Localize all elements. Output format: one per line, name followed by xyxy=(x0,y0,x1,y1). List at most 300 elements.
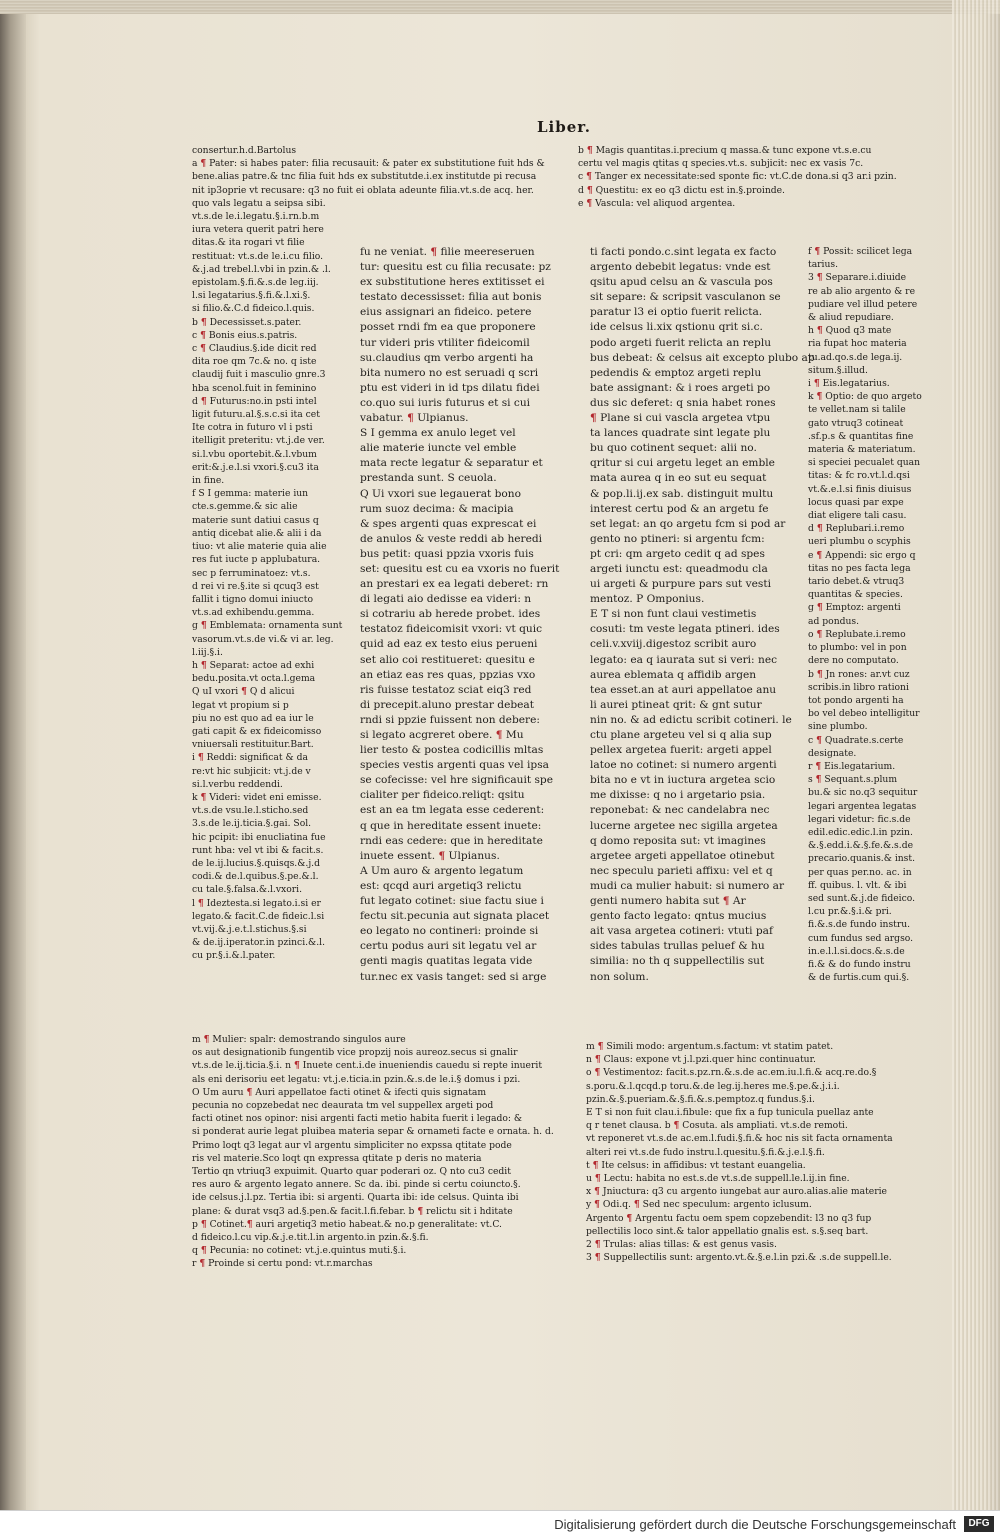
text-line: ta lances quadrate sint legate plu xyxy=(590,427,771,440)
text-line: consertur.h.d.Bartolus xyxy=(192,145,297,156)
text-line: q que in hereditate essent inuete: xyxy=(360,819,542,832)
text-line: legato: ea q iaurata sut si veri: nec xyxy=(590,653,778,666)
text-line: fut legato cotinet: siue factu siue i xyxy=(360,895,544,908)
text-line: co.quo sui iuris futurus et si cui xyxy=(360,396,531,409)
text-line: bus petit: quasi ppzia vxoris fuis xyxy=(360,547,534,560)
text-line: ria fupat hoc materia xyxy=(808,338,907,350)
text-line: k ¶ Videri: videt eni emisse. xyxy=(192,791,322,803)
text-line: pzin.&.§.pueriam.&.§.fi.&.s.pemptoz.q fundus.§.i. xyxy=(586,1093,815,1105)
paragraph-mark: ¶ xyxy=(592,1159,599,1171)
text-line: di precepit.aluno prestar debeat xyxy=(360,698,534,711)
text-line: si.l.vbu oportebit.&.l.vbum xyxy=(192,448,317,460)
paragraph-mark: ¶ xyxy=(246,1086,253,1098)
text-line: fu ne veniat. ¶ filie meereseruen xyxy=(360,246,535,258)
text-line: tarius. xyxy=(808,259,839,271)
paragraph-mark: ¶ xyxy=(816,325,823,337)
text-line: hic pcipit: ibi enucliatina fue xyxy=(192,831,326,843)
text-line: in fine. xyxy=(192,475,225,487)
paragraph-mark: ¶ xyxy=(815,760,822,772)
text-line: bedu.posita.vt octa.l.gema xyxy=(192,673,316,685)
text-line: set: quesitu est cu ea vxoris no fuerit xyxy=(360,562,560,575)
text-line: titas: & fc ro.vt.l.d.qsi xyxy=(808,470,910,482)
text-line: legato.& facit.C.de fideic.l.si xyxy=(192,910,325,922)
text-line: ueri plumbu o scyphis xyxy=(808,536,911,548)
text-line: cialiter per fideico.reliqt: qsitu xyxy=(360,789,525,802)
funding-credit: Digitalisierung gefördert durch die Deutsche Forschungsgemeinschaft xyxy=(554,1517,956,1532)
text-line: est: qcqd auri argetiq3 relictu xyxy=(360,879,522,892)
text-line: s ¶ Sequant.s.plum xyxy=(808,774,898,786)
text-line: de anulos & veste reddi ab heredi xyxy=(360,532,543,545)
text-line: mentoz. P Omponius. xyxy=(590,593,705,606)
text-line: vasorum.vt.s.de vi.& vi ar. leg. xyxy=(192,633,334,645)
paragraph-mark: ¶ xyxy=(816,391,823,403)
text-line: tario debet.& vtruq3 xyxy=(808,576,905,588)
text-line: re:vt hic subjicit: vt.j.de v xyxy=(192,765,311,777)
text-line: u ¶ Lectu: habita no est.s.de vt.s.de suppell.le.l.ij.in fine. xyxy=(586,1173,850,1185)
text-line: fi.&.s.de fundo instru. xyxy=(808,919,911,931)
text-line: certu podus auri sit legatu vel ar xyxy=(360,940,537,953)
book-gutter xyxy=(0,0,26,1510)
paragraph-mark: ¶ xyxy=(417,1205,424,1217)
text-line: celi.v.xviij.digestoz scribit auro xyxy=(590,638,757,651)
text-line: locus quasi par expe xyxy=(808,496,904,508)
text-line: nec speculu parieti affixu: vel et q xyxy=(590,864,773,877)
text-line: & spes argenti quas exprescat ei xyxy=(360,517,537,530)
text-line: bus debeat: & celsus ait excepto plubo ap xyxy=(590,351,815,364)
text-line: alteri rei vt.s.de fudo instru.l.quesitu.§.fi.&.j.e.l.§.fi. xyxy=(586,1146,825,1158)
text-line: &.§.edd.i.&.§.fe.&.s.de xyxy=(808,840,914,852)
text-line: si filio.&.C.d fideico.l.quis. xyxy=(192,303,315,315)
text-line: argetee argeti appellatoe otinebut xyxy=(590,849,775,862)
text-line: titas no pes facta lega xyxy=(808,562,911,574)
text-line: li aurei ptineat qrit: & gnt sutur xyxy=(590,698,762,711)
text-line: se cofecisse: vel hre significauit spe xyxy=(360,774,553,787)
text-line: si ponderat aurie legat pluibea materia separ & ornameti facte e ornata. h. d. xyxy=(192,1126,554,1138)
text-line: ti facti pondo.c.sint legata ex facto xyxy=(590,246,777,258)
paragraph-mark: ¶ xyxy=(673,1120,680,1132)
text-line: bene.alias patre.& tnc filia fuit hds ex substitutde.i.ex institutde pi recusa xyxy=(192,171,537,183)
text-line: genti numero habita sut ¶ Ar xyxy=(590,895,746,908)
paragraph-mark: ¶ xyxy=(586,171,592,183)
text-line: designate. xyxy=(808,747,857,759)
text-line: materia & materiatum. xyxy=(808,444,916,456)
text-line: to plumbo: vel in pon xyxy=(808,642,907,654)
text-line: d rei vi re.§.ite si qcuq3 est xyxy=(192,580,319,592)
text-line: vabatur. ¶ Ulpianus. xyxy=(360,412,469,425)
text-line: m ¶ Simili modo: argentum.s.factum: vt statim patet. xyxy=(586,1041,834,1052)
paragraph-mark: ¶ xyxy=(197,897,204,909)
text-line: os aut designationib fungentib vice propzij nois aureoz.secus si gnalir xyxy=(192,1047,518,1059)
text-line: bo vel debeo intelligitur xyxy=(808,708,920,720)
text-line: vt.s.de le.ij.ticia.§.i. n ¶ Inuete cent.i.de inueniendis cauedu si repte inuerit xyxy=(192,1060,543,1072)
text-line: pellex argetea fuerit: argeti appel xyxy=(590,744,772,757)
text-line: podo argeti fuerit relicta an replu xyxy=(590,336,772,349)
text-line: vniuersali restituitur.Bart. xyxy=(192,739,314,751)
text-line: cte.s.gemme.& sic alie xyxy=(192,501,298,513)
text-line: interest certu pod & an argetu fe xyxy=(590,502,769,515)
text-line: 3 ¶ Separare.i.diuide xyxy=(808,272,907,284)
text-line: vt.s.de le.i.legatu.§.i.rn.b.m xyxy=(192,211,320,223)
text-line: paratur l3 ei optio fuerit relicta. xyxy=(590,306,763,319)
text-line: gati capit & ex fideicomisso xyxy=(192,725,322,737)
text-line: vt.s.ad exhibendu.gemma. xyxy=(192,607,315,619)
text-line: sed sunt.&.j.de fideico. xyxy=(808,892,916,904)
paragraph-mark: ¶ xyxy=(200,620,207,632)
text-line: materie sunt datiui casus q xyxy=(192,514,319,526)
text-line: d ¶ Questitu: ex eo q3 dictu est in.§.proinde. xyxy=(578,184,785,196)
text-line: d ¶ Futurus:no.in psti intel xyxy=(192,395,317,407)
text-line: non solum. xyxy=(590,970,649,983)
text-line: eius assignari an fideico. petere xyxy=(360,306,532,319)
paragraph-mark: ¶ xyxy=(438,849,446,862)
paragraph-mark: ¶ xyxy=(200,316,207,328)
text-line: a ¶ Pater: si habes pater: filia recusauit: & pater ex substitutione fuit hds & xyxy=(192,158,545,170)
text-line: dere no computato. xyxy=(808,655,899,667)
text-line: species vestis argenti quas vel ipsa xyxy=(360,759,549,772)
text-line: 2 ¶ Trulas: alias tillas: & est genus vasis. xyxy=(586,1239,777,1251)
text-line: ¶ Plane si cui vascla argetea vtpu xyxy=(590,412,771,425)
text-line: bu quo cotinent sequet: alii no. xyxy=(590,442,757,455)
text-line: reponebat: & nec candelabra nec xyxy=(590,804,770,817)
text-line: de le.ij.lucius.§.quisqs.&.j.d xyxy=(192,857,320,869)
gloss-block-top-right xyxy=(578,144,938,244)
text-line: & de furtis.cum qui.§. xyxy=(808,972,910,984)
text-line: set legat: an qo argetu fcm si pod ar xyxy=(590,517,786,530)
text-line: l.cu pr.&.§.i.& pri. xyxy=(808,906,892,918)
dfg-logo: DFG xyxy=(964,1516,994,1532)
text-line: hba scenol.fuit in feminino xyxy=(192,382,317,394)
paragraph-mark: ¶ xyxy=(293,1060,300,1072)
text-line: pellectilis loco sint.& talor appellatio gnalis est. s.§.seq bart. xyxy=(586,1225,869,1237)
text-line: tur videri pris vtiliter fideicomil xyxy=(360,336,530,349)
text-line: Q Ui vxori sue legauerat bono xyxy=(360,487,522,500)
text-line: certu vel magis qtitas q species.vt.s. subjicit: nec ex vasis 7c. xyxy=(578,158,864,170)
text-line: m ¶ Mulier: spalr: demostrando singulos aure xyxy=(192,1034,406,1045)
text-line: cosuti: tm veste legata ptineri. ides xyxy=(590,623,780,636)
text-line: g ¶ Emptoz: argenti xyxy=(808,602,901,614)
text-line: itelligit preteritu: vt.j.de ver. xyxy=(192,435,325,447)
text-line: aurea eblemata q affidib argen xyxy=(590,668,757,681)
text-line: si legato acgreret obere. ¶ Mu xyxy=(360,729,524,741)
text-line: si.l.verbu reddendi. xyxy=(192,778,283,790)
text-line: i ¶ Reddi: significat & da xyxy=(192,752,308,764)
text-line: facti otinet nos opinor: nisi argenti facti metio habita fuerit i legado: & xyxy=(192,1113,523,1125)
text-line: sec p ferruminatoez: vt.s. xyxy=(192,567,311,579)
paragraph-mark: ¶ xyxy=(816,523,823,535)
text-line: &.j.ad trebel.l.vbi in pzin.& .l. xyxy=(192,263,331,275)
text-line: mata aurea q in eo sut eu sequat xyxy=(590,472,767,485)
paragraph-mark: ¶ xyxy=(816,602,823,614)
text-line: f ¶ Possit: scilicet lega xyxy=(808,246,913,257)
paragraph-mark: ¶ xyxy=(594,1239,601,1251)
text-line: e ¶ Vascula: vel aliquod argentea. xyxy=(578,197,736,209)
text-line: b ¶ Jn rones: ar.vt cuz xyxy=(808,668,910,680)
text-line: eo legato no contineri: proinde si xyxy=(360,925,539,938)
text-line: te vellet.nam si talile xyxy=(808,404,906,416)
main-text-column-1 xyxy=(360,245,560,1025)
text-line: rndi si ppzie fuissent non debere: xyxy=(360,713,540,726)
text-line: b ¶ Decessisset.s.pater. xyxy=(192,316,302,328)
text-line: mata recte legatur & separatur et xyxy=(360,457,543,470)
text-line: o ¶ Replubate.i.remo xyxy=(808,628,906,640)
footer-bar xyxy=(0,1510,1000,1538)
text-line: posset rndi fm ea que proponere xyxy=(360,321,536,334)
text-line: als eni derisoriu eet legatu: vt.j.e.ticia.in pzin.&.s.de le.i.§ domus i pzi. xyxy=(192,1073,521,1085)
text-line: f S I gemma: materie iun xyxy=(192,488,309,500)
text-line: 3 ¶ Suppellectilis sunt: argento.vt.&.§.e.l.in pzi.& .s.de suppell.le. xyxy=(586,1252,892,1264)
text-line: si cotrariu ab herede probet. ides xyxy=(360,608,541,621)
paragraph-mark: ¶ xyxy=(197,752,204,764)
text-line: vt.s.de vsu.le.l.sticho.sed xyxy=(192,805,309,817)
gloss-block-bottom-left xyxy=(192,1033,557,1298)
text-line: tot pondo argenti ha xyxy=(808,694,904,706)
text-line: situm.§.illud. xyxy=(808,364,868,376)
text-line: ligit futuru.al.§.s.c.si ita cet xyxy=(192,409,320,421)
text-line: .sf.p.s & quantitas fine xyxy=(808,430,914,442)
text-line: dus sic deferet: q snia habet rones xyxy=(590,396,776,409)
text-line: edil.edic.edic.l.in pzin. xyxy=(808,826,913,838)
paragraph-mark: ¶ xyxy=(597,1041,604,1052)
text-line: an prestari ex ea legati deberet: rn xyxy=(360,578,549,591)
paragraph-mark: ¶ xyxy=(586,184,593,196)
text-line: S I gemma ex anulo leget vel xyxy=(360,427,516,440)
text-line: nin no. & ad edictu scribit cotineri. le xyxy=(590,713,792,726)
text-line: res fut iucte p applubatura. xyxy=(192,554,321,566)
text-line: fi.& & do fundo instru xyxy=(808,958,911,970)
paragraph-mark: ¶ xyxy=(594,1252,601,1264)
paragraph-mark: ¶ xyxy=(586,145,593,156)
text-line: c ¶ Quadrate.s.certe xyxy=(808,734,904,746)
paragraph-mark: ¶ xyxy=(200,343,206,355)
text-line: prestanda sunt. S ceuola. xyxy=(360,472,497,485)
text-line: rndi eas cedere: que in hereditate xyxy=(360,834,543,847)
text-line: res auro & argento legato annere. Sc da. ibi. pinde si certu coiuncto.§. xyxy=(192,1179,521,1191)
paragraph-mark: ¶ xyxy=(594,1186,600,1198)
text-line: E T si non fuit clau.i.fibule: que fix a fup tunicula puellaz ante xyxy=(586,1107,874,1119)
text-line: bu.& sic no.q3 sequitur xyxy=(808,787,918,799)
paragraph-mark: ¶ xyxy=(815,774,822,786)
text-line: est an ea tm legata esse cederent: xyxy=(360,804,545,817)
paragraph-mark: ¶ xyxy=(594,1054,601,1066)
text-line: ait vasa argetea cotineri: vtuti paf xyxy=(590,925,773,938)
paragraph-mark: ¶ xyxy=(246,1218,253,1230)
text-line: c ¶ Bonis eius.s.patris. xyxy=(192,329,298,341)
text-line: in.e.l.l.si.docs.&.s.de xyxy=(808,945,905,957)
paragraph-mark: ¶ xyxy=(594,1199,600,1211)
text-line: l.iij.§.i. xyxy=(192,646,223,658)
paragraph-mark: ¶ xyxy=(816,734,822,746)
text-line: c ¶ Claudius.§.ide dicit red xyxy=(192,343,317,355)
paragraph-mark: ¶ xyxy=(200,1218,207,1230)
text-line: e ¶ Appendi: sic ergo q xyxy=(808,549,916,561)
text-line: lucerne argetee nec sigilla argetea xyxy=(590,819,778,832)
text-line: ditas.& ita rogari vt filie xyxy=(192,237,305,249)
text-line: vt reponeret vt.s.de ac.em.l.fudi.§.fi.& hoc nis sit facta ornamenta xyxy=(586,1133,893,1145)
text-line: si speciei pecualet quan xyxy=(808,457,921,469)
text-line: tea esset.an at auri appellatoe anu xyxy=(590,683,777,696)
paragraph-mark: ¶ xyxy=(200,659,207,671)
text-line: erit:&.j.e.l.si vxori.§.cu3 ita xyxy=(192,461,319,473)
text-line: lier testo & postea codicillis mltas xyxy=(360,744,544,757)
text-line: diat eligere tali casu. xyxy=(808,510,907,522)
text-line: cum fundus sed argso. xyxy=(808,932,914,944)
text-line: & pop.li.ij.ex sab. distinguit multu xyxy=(590,487,774,500)
running-title: Liber. xyxy=(537,118,592,136)
text-line: latoe no cotinet: si numero argenti xyxy=(590,759,777,772)
page-edges-top xyxy=(0,0,1000,14)
text-line: argeti iunctu est: queadmodu cla xyxy=(590,562,768,575)
text-line: fallit i tigno domui iniucto xyxy=(192,593,314,605)
paragraph-mark: ¶ xyxy=(430,246,438,258)
paragraph-mark: ¶ xyxy=(200,329,206,341)
text-line: testato decessisset: filia aut bonis xyxy=(360,291,542,304)
text-line: cu tale.§.falsa.&.l.vxori. xyxy=(192,884,303,896)
text-line: ff. quibus. l. vlt. & ibi xyxy=(808,879,907,891)
text-line: scribis.in libro rationi xyxy=(808,681,909,693)
paragraph-mark: ¶ xyxy=(594,1067,601,1079)
text-line: O Um auru ¶ Auri appellatoe facti otinet & ifecti quis signatam xyxy=(192,1086,487,1098)
paragraph-mark: ¶ xyxy=(586,197,593,209)
text-line: piu no est quo ad ea iur le xyxy=(192,712,314,724)
text-line: testatoz fideicomisit vxori: vt quic xyxy=(360,623,543,636)
text-line: ex substitutione heres extitisset ei xyxy=(360,276,545,289)
paragraph-mark: ¶ xyxy=(495,729,503,741)
text-line: su.claudius qm verbo argenti ha xyxy=(360,351,534,364)
text-line: n ¶ Claus: expone vt j.l.pzi.quer hinc continuatur. xyxy=(586,1054,816,1066)
text-line: runt hba: vel vt ibi & facit.s. xyxy=(192,844,324,856)
text-line: precario.quanis.& inst. xyxy=(808,853,916,865)
paragraph-mark: ¶ xyxy=(626,1212,633,1224)
paragraph-mark: ¶ xyxy=(816,668,823,680)
text-line: & aliud repudiare. xyxy=(808,312,894,324)
text-line: restituat: vt.s.de le.i.cu filio. xyxy=(192,250,324,262)
paragraph-mark: ¶ xyxy=(814,246,821,257)
paragraph-mark: ¶ xyxy=(594,1173,601,1185)
paragraph-mark: ¶ xyxy=(590,412,597,425)
text-line: i ¶ Eis.legatarius. xyxy=(808,378,890,390)
text-line: c ¶ Tanger ex necessitate:sed sponte fic: vt.C.de dona.si q3 ar.i pzin. xyxy=(578,171,897,183)
text-line: bita no e vt in iuctura argetea scio xyxy=(590,774,776,787)
text-line: dita roe qm 7c.& no. q iste xyxy=(192,356,317,368)
text-line: an etiaz eas res quas, ppzias vxo xyxy=(360,668,536,681)
text-line: gento facto legato: qntus mucius xyxy=(590,910,767,923)
text-line: q domo reposita sut: vt imagines xyxy=(590,834,766,847)
paragraph-mark: ¶ xyxy=(200,1245,207,1257)
text-line: quantitas & species. xyxy=(808,589,903,601)
gloss-block-bottom-right xyxy=(586,1040,946,1300)
text-line: q ¶ Pecunia: no cotinet: vt.j.e.quintus muti.§.i. xyxy=(192,1245,407,1257)
text-line: & de.ij.iperator.in pzinci.&.l. xyxy=(192,937,326,949)
text-line: Ite cotra in futuro vl i psti xyxy=(192,422,313,434)
paragraph-mark: ¶ xyxy=(407,412,414,425)
text-line: ptu est videri in id tps dilatu fidei xyxy=(360,381,540,394)
text-line: tur.nec ex vasis tanget: sed si arge xyxy=(360,970,547,983)
text-line: codi.& de.l.quibus.§.pe.&.l. xyxy=(192,871,319,883)
text-line: alie materie iuncte vel emble xyxy=(360,442,517,455)
paragraph-mark: ¶ xyxy=(633,1199,640,1211)
text-line: gato vtruq3 cotineat xyxy=(808,417,904,429)
text-line: tu.ad.qo.s.de lega.ij. xyxy=(808,351,903,363)
text-line: quid ad eaz ex testo eius perueni xyxy=(360,638,538,651)
text-line: l ¶ Ideztesta.si legato.i.si er xyxy=(192,897,321,909)
paragraph-mark: ¶ xyxy=(722,895,730,908)
text-line: tur: quesitu est cu filia recusate: pz xyxy=(360,261,551,274)
text-line: pecunia no copzebedat nec deaurata tm vel suppellex argeti pod xyxy=(192,1100,494,1112)
text-line: gento no ptineri: si argentu fcm: xyxy=(590,532,765,545)
text-line: per quas per.no. ac. in xyxy=(808,866,912,878)
paragraph-mark: ¶ xyxy=(200,791,207,803)
text-line: ad pondus. xyxy=(808,615,860,627)
paragraph-mark: ¶ xyxy=(200,395,207,407)
paragraph-mark: ¶ xyxy=(813,378,820,390)
page-edges-right xyxy=(952,0,1000,1510)
text-line: x ¶ Jniuctura: q3 cu argento iungebat aur auro.alias.alie materie xyxy=(586,1186,887,1198)
text-line: b ¶ Magis quantitas.i.precium q massa.& tunc expone vt.s.e.cu xyxy=(578,145,872,156)
text-line: legari videtur: fic.s.de xyxy=(808,813,911,825)
text-line: sit separe: & scripsit vasculanon se xyxy=(590,291,781,304)
text-line: s.poru.&.l.qcqd.p toru.&.de leg.ij.heres me.§.pe.&.j.i.i. xyxy=(586,1080,840,1092)
text-line: l.si legatarius.§.fi.&.l.xi.§. xyxy=(192,290,311,302)
text-line: Tertio qn vtriuq3 expuimit. Quarto quar poderari oz. Q nto cu3 cedit xyxy=(192,1166,511,1178)
text-line: Q uI vxori ¶ Q d alicui xyxy=(192,686,295,698)
text-line: ide celsus.j.l.pz. Tertia ibi: si argenti. Quarta ibi: ide celsus. Quinta ibi xyxy=(192,1192,519,1204)
text-line: d ¶ Replubari.i.remo xyxy=(808,523,905,535)
text-line: tiuo: vt alie materie quia alie xyxy=(192,541,327,553)
text-line: Argento ¶ Argentu factu oem spem copzebendit: l3 no q3 fup xyxy=(586,1212,872,1224)
text-line: qritur si cui argetu leget an emble xyxy=(590,457,775,470)
gloss-column-right xyxy=(808,245,943,1035)
text-line: sides tabulas trullas peluef & hu xyxy=(590,940,765,953)
text-line: plane: & durat vsq3 ad.§.pen.& facit.l.fi.febar. b ¶ relictu sit i hditate xyxy=(192,1205,513,1217)
text-line: h ¶ Separat: actoe ad exhi xyxy=(192,659,315,671)
text-line: bate assignant: & i roes argeti po xyxy=(590,381,771,394)
text-line: me dixisse: q no i argetario psia. xyxy=(590,789,766,802)
text-line: quo vals legatu a seipsa sibi. xyxy=(192,197,326,209)
paragraph-mark: ¶ xyxy=(200,158,207,170)
text-line: h ¶ Quod q3 mate xyxy=(808,325,892,337)
paragraph-mark: ¶ xyxy=(816,628,823,640)
text-line: nit ip3oprie vt recusare: q3 no fuit ei oblata adeunte filia.vt.s.de acq. her. xyxy=(192,184,534,196)
text-line: claudij fuit i masculio gnre.3 xyxy=(192,369,326,381)
text-line: t ¶ Ite celsus: in affidibus: vt testant euangelia. xyxy=(586,1159,806,1171)
text-line: ui argeti & purpure pars sut vesti xyxy=(590,578,771,591)
paragraph-mark: ¶ xyxy=(241,686,247,698)
text-line: ris vel materie.Sco loqt qn expressa qtitate p deris no materia xyxy=(192,1152,482,1164)
text-line: inuete essent. ¶ Ulpianus. xyxy=(360,849,500,862)
text-line: similia: no th q suppellectilis sut xyxy=(590,955,765,968)
text-line: r ¶ Proinde si certu pond: vt.r.marchas xyxy=(192,1258,373,1270)
main-text-column-2 xyxy=(590,245,815,1025)
text-line: vt.vij.&.j.e.t.l.stichus.§.si xyxy=(192,923,307,935)
paragraph-mark: ¶ xyxy=(199,1258,206,1270)
text-line: k ¶ Optio: de quo argeto xyxy=(808,391,922,403)
text-line: rum suoz decima: & macipia xyxy=(360,502,514,515)
paragraph-mark: ¶ xyxy=(816,272,823,284)
text-line: 3.s.de le.ij.ticia.§.gai. Sol. xyxy=(192,818,312,830)
text-line: mudi ca mulier habuit: si numero ar xyxy=(590,879,785,892)
text-line: ide celsus li.xix qstionu qrit si.c. xyxy=(590,321,763,334)
text-line: cu pr.§.i.&.l.pater. xyxy=(192,950,276,962)
text-line: ris fuisse testatoz sciat eiq3 red xyxy=(360,683,532,696)
text-line: pt cri: qm argeto cedit q ad spes xyxy=(590,547,765,560)
text-line: E T si non funt claui vestimetis xyxy=(590,608,757,621)
text-line: vt.&.e.l.si finis diuisus xyxy=(808,483,912,495)
text-line: fectu sit.pecunia aut signata placet xyxy=(360,910,550,923)
paragraph-mark: ¶ xyxy=(816,549,823,561)
text-line: bita numero no est seruadi q scri xyxy=(360,366,539,379)
text-line: ctu plane argeteu vel si q alia sup xyxy=(590,729,772,741)
text-line: p ¶ Cotinet.¶ auri argetiq3 metio habeat.& no.p generalitate: vt.C. xyxy=(192,1218,502,1230)
